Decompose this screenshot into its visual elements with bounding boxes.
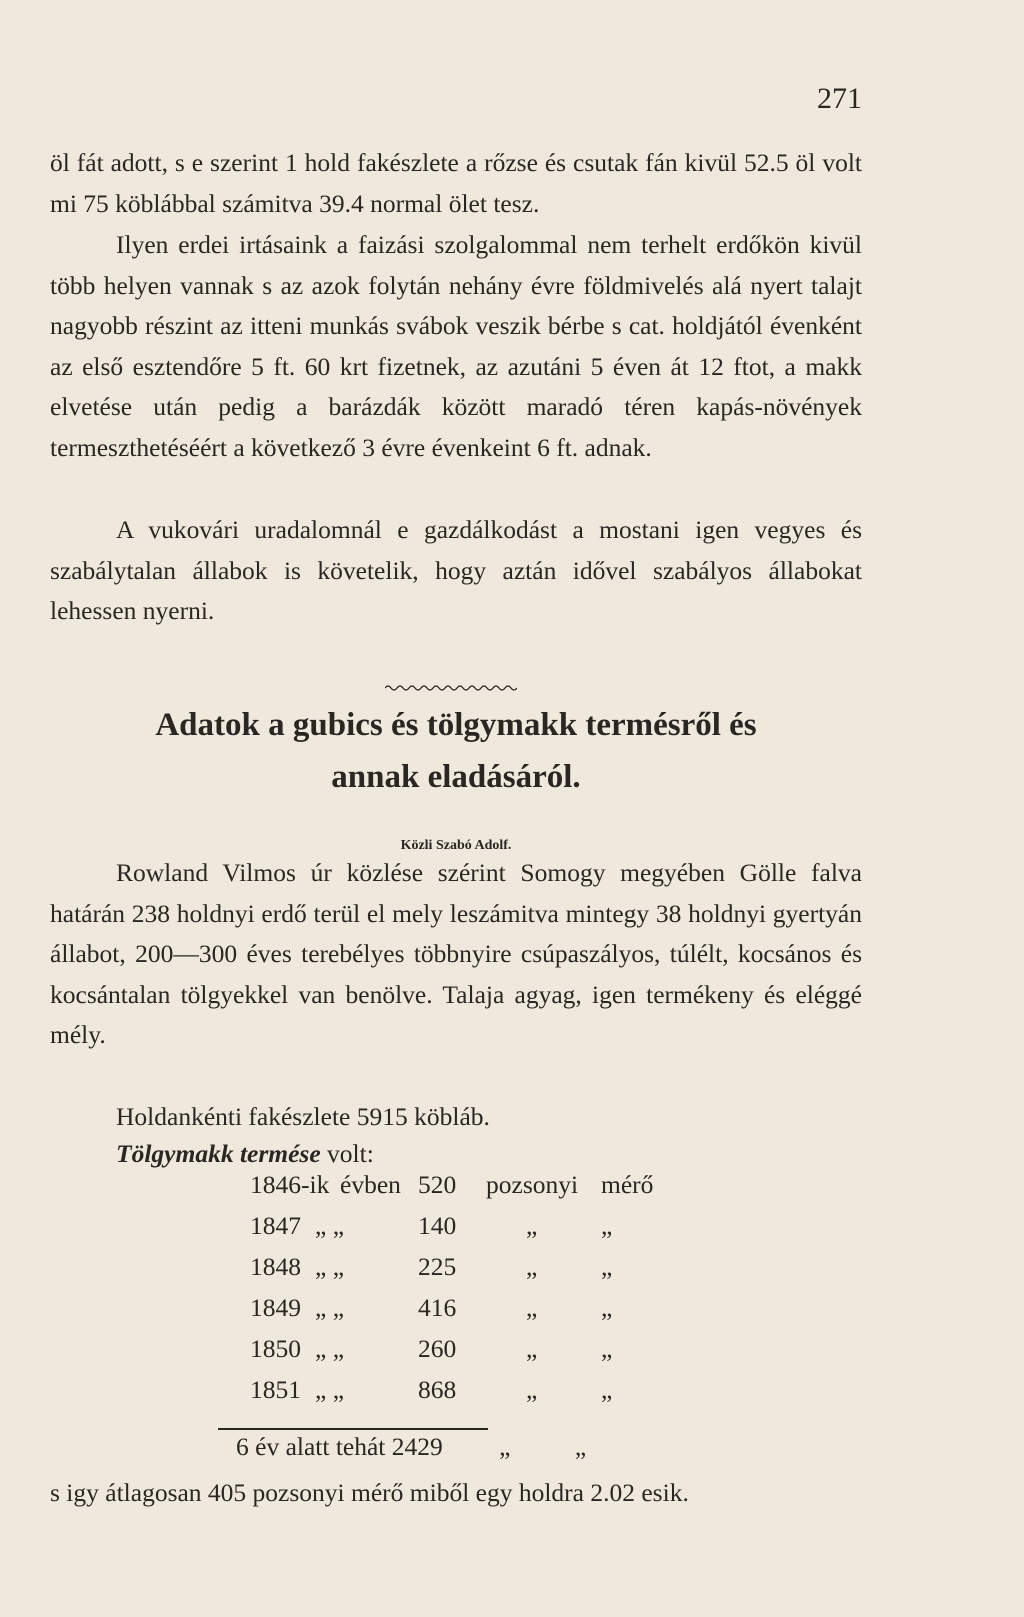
total-mark: „ bbox=[574, 1432, 587, 1461]
total-rule bbox=[218, 1428, 488, 1430]
paragraph-5: Holdankénti fakészlete 5915 köbláb. bbox=[116, 1102, 490, 1131]
article-title-line-2: annak eladásáról. bbox=[331, 759, 581, 795]
total-value: 2429 bbox=[391, 1432, 443, 1461]
harvest-intro bbox=[50, 1134, 862, 1175]
paragraph-2: Ilyen erdei irtásaink a faizási szolgalommal nem terhelt erdőkön kivül több helyen vannak s az azok folytán nehány évre földmivelés alá nyert talajt nagyobb részint az itteni munkás svábok veszik bérbe s cat. holdjától évenként az első esztendőre 5 ft. 60 krt fizetnek, az azutáni 5 éven át 12 ftot, a makk elvetése után pedig a barázdák között maradó téren kapás-növények termeszthetéséért a következő 3 évre évenkeint 6 ft. adnak. bbox=[50, 230, 862, 462]
paragraph-4: Rowland Vilmos úr közlése szérint Somogy megyében Gölle falva határán 238 holdnyi erdő terül el mely leszámitva mintegy 38 holdnyi gyertyán állabot, 200—300 éves terebélyes többnyire csúpaszályos, túlélt, kocsános és kocsántalan tölgyekkel van benölve. Talaja agyag, igen termékeny és eléggé mély. bbox=[50, 858, 862, 1049]
decorative-divider-icon bbox=[385, 683, 517, 693]
harvest-label-rest: volt: bbox=[327, 1139, 374, 1168]
book-page: 271 öl fát adott, s e szerint 1 hold fakészlete a rőzse és csutak fán kivül 52.5 öl volt mi 75 köblábbal számitva 39.4 normal ölet tesz. Ilyen erdei irtásaink a faizási szolgalommal nem terhelt erdőkön kivül több helyen vannak s az azok folytán nehány évre földmivelés alá nyert talajt nagyobb részint az itteni munkás svábok veszik bérbe s cat. holdjától évenként az első esztendőre 5 ft. 60 krt fizetnek, az azutáni 5 éven át 12 ftot, a makk elvetése után pedig a barázdák között maradó téren kapás-növények termeszthetéséért a következő 3 évre évenkeint 6 ft. adnak. A vukovári uradalomnál e gazdálkodást a mostani igen vegyes és szabálytalan állabok is követelik, hogy aztán idővel szabályos állabokat lehessen nyerni. Adatok a gubics és tölgymakk termésről és annak eladásáról. Közli Szabó Adolf. Rowland Vilmos úr közlése szérint Somogy megyében Gölle falva határán 238 holdnyi erdő terül el mely leszámitva mintegy 38 holdnyi gyertyán állabot, 200—300 éves terebélyes többnyire csúpaszályos, túlélt, kocsános és kocsántalan tölgyekkel van benölve. Talaja agyag, igen termékeny és eléggé mély. Holdankénti fakészlete 5915 köbláb. Tölgymakk termése volt: 1846-ik évben 520 pozsonyi mérő 1847 „ „ 140 „ „ 1848 „ „ 225 „ „ 1849 „ „ 416 „ „ 1850 „ „ 260 „ „ 1851 „ „ 868 „ „ 6 év alatt tehát 2429 „ „ s igy átlagosan 405 pozsonyi mérő miből egy holdra 2.02 esik. bbox=[50, 82, 862, 1507]
article-title-line-1: Adatok a gubics és tölgymakk termésről és bbox=[155, 707, 757, 743]
harvest-label-italic: Tölgymakk termése bbox=[116, 1139, 321, 1168]
article-byline: Közli Szabó Adolf. bbox=[400, 838, 512, 853]
paragraph-1: öl fát adott, s e szerint 1 hold fakészlete a rőzse és csutak fán kivül 52.5 öl volt mi 75 köblábbal számitva 39.4 normal ölet tesz. bbox=[50, 148, 862, 218]
page-number: 271 bbox=[817, 82, 862, 115]
total-row bbox=[236, 1432, 586, 1462]
total-label: 6 év alatt tehát bbox=[236, 1432, 386, 1461]
final-line: s igy átlagosan 405 pozsonyi mérő miből egy holdra 2.02 esik. bbox=[50, 1478, 689, 1507]
paragraph-3: A vukovári uradalomnál e gazdálkodást a mostani igen vegyes és szabálytalan állabok is követelik, hogy aztán idővel szabályos állabokat lehessen nyerni. bbox=[50, 515, 862, 625]
total-mark: „ bbox=[499, 1432, 511, 1461]
